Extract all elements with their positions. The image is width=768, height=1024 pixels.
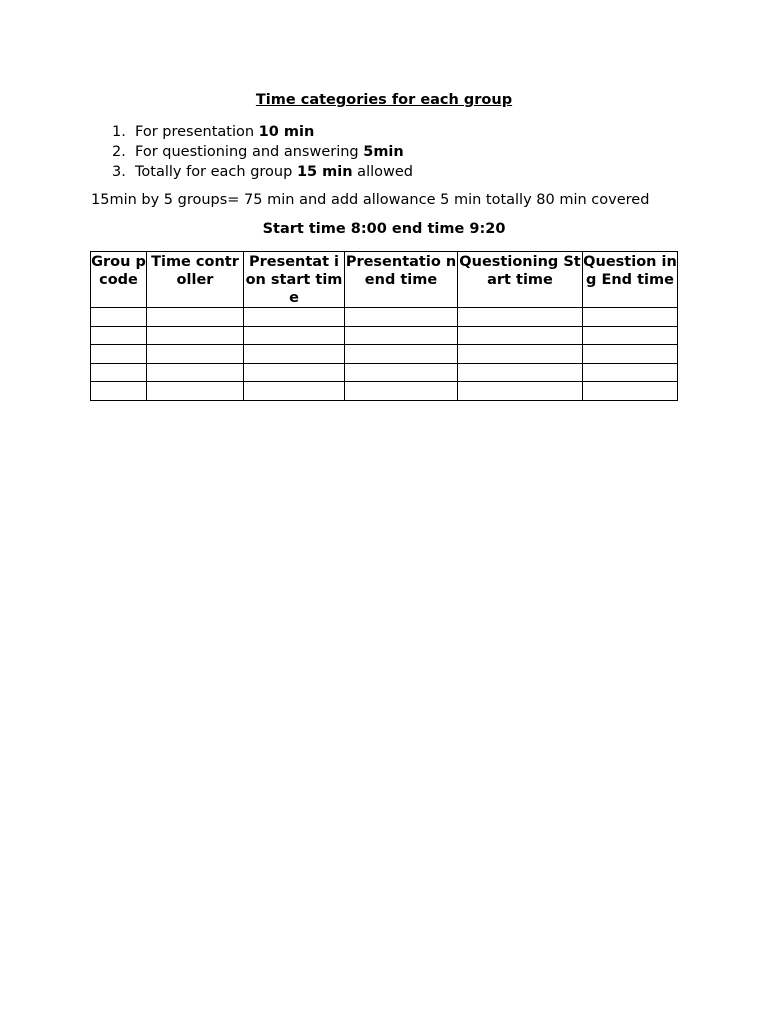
table-cell[interactable] — [147, 308, 244, 327]
table-cell[interactable] — [91, 308, 147, 327]
table-row — [91, 345, 678, 364]
header-questioning-start: Questioning Start time — [458, 252, 583, 308]
list-item: 2. For questioning and answering 5min — [112, 144, 404, 160]
header-group-code: Grou p code — [91, 252, 147, 308]
table-cell[interactable] — [345, 326, 458, 345]
table-cell[interactable] — [583, 363, 678, 382]
table-cell[interactable] — [147, 363, 244, 382]
document-title: Time categories for each group — [255, 92, 513, 108]
table-row — [91, 382, 678, 401]
table-cell[interactable] — [345, 308, 458, 327]
table-cell[interactable] — [458, 345, 583, 364]
time-category-list — [112, 122, 413, 182]
table-row — [91, 308, 678, 327]
table-header-row — [91, 252, 678, 308]
list-item: 3. Totally for each group 15 min allowed — [112, 164, 413, 180]
table-cell[interactable] — [583, 382, 678, 401]
table-cell[interactable] — [91, 326, 147, 345]
table-cell[interactable] — [345, 345, 458, 364]
table-cell[interactable] — [147, 345, 244, 364]
schedule-table — [90, 251, 678, 401]
table-cell[interactable] — [244, 345, 345, 364]
header-presentation-end: Presentatio n end time — [345, 252, 458, 308]
table-cell[interactable] — [458, 308, 583, 327]
table-cell[interactable] — [345, 363, 458, 382]
header-presentation-start: Presentat ion start time — [244, 252, 345, 308]
table-cell[interactable] — [345, 382, 458, 401]
summary-text: 15min by 5 groups= 75 min and add allowance 5 min totally 80 min covered — [91, 192, 650, 208]
table-cell[interactable] — [244, 308, 345, 327]
table-cell[interactable] — [147, 326, 244, 345]
table-cell[interactable] — [91, 382, 147, 401]
table-row — [91, 326, 678, 345]
table-cell[interactable] — [244, 363, 345, 382]
table-cell[interactable] — [458, 382, 583, 401]
table-row — [91, 363, 678, 382]
table-cell[interactable] — [244, 326, 345, 345]
table-cell[interactable] — [244, 382, 345, 401]
table-cell[interactable] — [583, 345, 678, 364]
header-time-controller: Time controller — [147, 252, 244, 308]
table-cell[interactable] — [147, 382, 244, 401]
table-cell[interactable] — [583, 326, 678, 345]
table-cell[interactable] — [458, 326, 583, 345]
table-cell[interactable] — [91, 363, 147, 382]
list-item: 1. For presentation 10 min — [112, 124, 315, 140]
table-cell[interactable] — [458, 363, 583, 382]
table-cell[interactable] — [91, 345, 147, 364]
header-questioning-end: Question ing End time — [583, 252, 678, 308]
table-cell[interactable] — [583, 308, 678, 327]
start-end-time: Start time 8:00 end time 9:20 — [262, 221, 506, 237]
